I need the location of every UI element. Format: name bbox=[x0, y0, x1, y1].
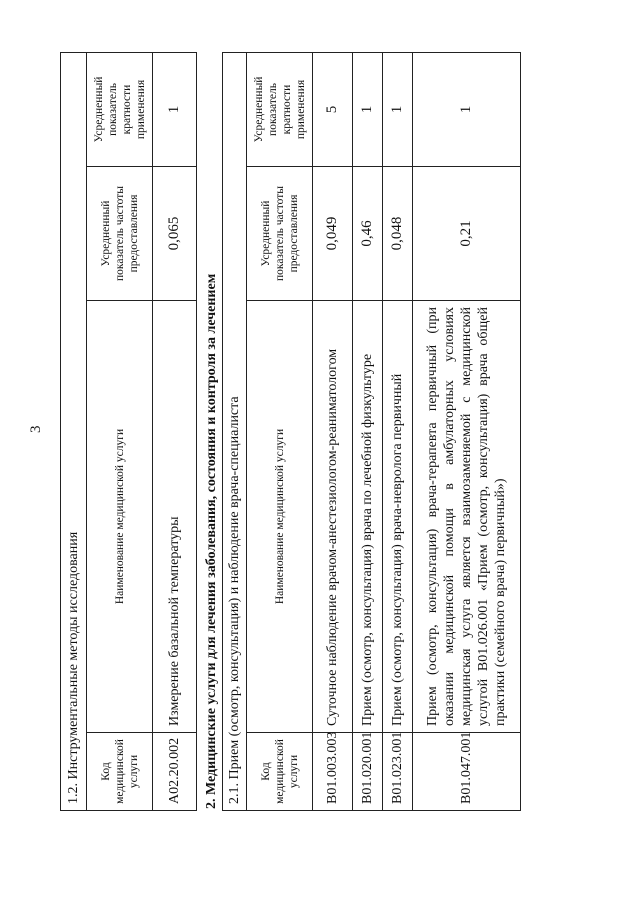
row-multiplicity: 1 bbox=[413, 52, 521, 166]
table-header-row bbox=[247, 52, 313, 810]
row-multiplicity: 1 bbox=[353, 52, 383, 166]
section-title-1-2: 1.2. Инструментальные методы исследования bbox=[61, 52, 87, 810]
row-multiplicity: 1 bbox=[153, 52, 197, 166]
section-row bbox=[61, 52, 87, 810]
table-row bbox=[313, 52, 353, 810]
instrumental-methods-table bbox=[60, 52, 197, 811]
row-frequency: 0,049 bbox=[313, 167, 353, 301]
row-code: A02.20.002 bbox=[153, 733, 197, 811]
section-title-2-1: 2.1. Прием (осмотр, консультация) и наблюдение врача-специалиста bbox=[223, 52, 247, 810]
row-frequency: 0,21 bbox=[413, 167, 521, 301]
row-name: Измерение базальной температуры bbox=[153, 301, 197, 733]
table-row bbox=[153, 52, 197, 810]
table-row bbox=[413, 52, 521, 810]
header-name: Наименование медицинской услуги bbox=[247, 301, 313, 733]
specialist-consultation-table bbox=[222, 52, 521, 811]
section-2-title: 2. Медицинские услуги для лечения заболевания, состояния и контроля за лечением bbox=[204, 273, 219, 809]
row-multiplicity: 5 bbox=[313, 52, 353, 166]
row-code: B01.003.003 bbox=[313, 733, 353, 811]
table-row bbox=[383, 52, 413, 810]
row-multiplicity: 1 bbox=[383, 52, 413, 166]
row-name: Прием (осмотр, консультация) врача-терапевта первичный (при оказании медицинской помощи в амбулаторных условиях медицинская услуга является взаимозаменяемой с медицинской услугой B01.026.001 «Прием (осмотр, консультация) врача общей практики (семейного врача) первичный») bbox=[413, 301, 521, 733]
section-row bbox=[223, 52, 247, 810]
header-code: Код медицинской услуги bbox=[87, 733, 153, 811]
page-number: 3 bbox=[28, 425, 44, 433]
row-frequency: 0,048 bbox=[383, 167, 413, 301]
header-frequency: Усредненный показатель частоты предоставления bbox=[247, 167, 313, 301]
header-frequency: Усредненный показатель частоты предоставления bbox=[87, 167, 153, 301]
row-frequency: 0,46 bbox=[353, 167, 383, 301]
header-name: Наименование медицинской услуги bbox=[87, 301, 153, 733]
table-row bbox=[353, 52, 383, 810]
row-name: Суточное наблюдение врачом-анестезиологом-реаниматологом bbox=[313, 301, 353, 733]
header-multiplicity: Усредненный показатель кратности применения bbox=[87, 52, 153, 166]
row-name: Прием (осмотр, консультация) врача по лечебной физкультуре bbox=[353, 301, 383, 733]
table-header-row bbox=[87, 52, 153, 810]
row-frequency: 0,065 bbox=[153, 167, 197, 301]
header-code: Код медицинской услуги bbox=[247, 733, 313, 811]
header-multiplicity: Усредненный показатель кратности применения bbox=[247, 52, 313, 166]
row-code: B01.047.001 bbox=[413, 733, 521, 811]
row-name: Прием (осмотр, консультация) врача-невролога первичный bbox=[383, 301, 413, 733]
row-code: B01.023.001 bbox=[383, 733, 413, 811]
row-code: B01.020.001 bbox=[353, 733, 383, 811]
